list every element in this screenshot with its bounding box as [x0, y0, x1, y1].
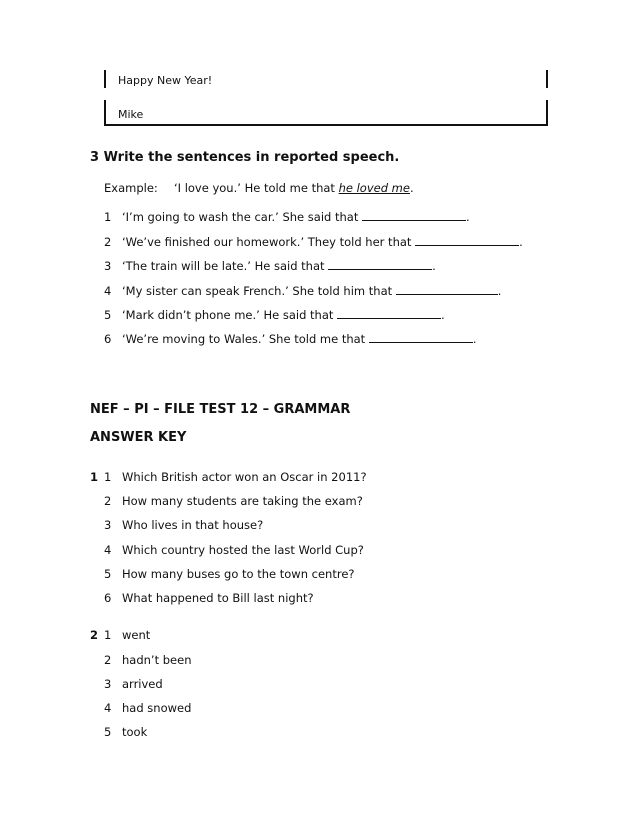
answer-item	[104, 494, 363, 508]
item-text: took	[122, 725, 148, 739]
item-number: 3	[104, 259, 112, 273]
exercise-heading: 3 Write the sentences in reported speech.	[90, 150, 400, 165]
item-text: Which British actor won an Oscar in 2011?	[122, 470, 367, 484]
letter-line: Happy New Year!	[118, 74, 213, 87]
item-text: What happened to Bill last night?	[122, 591, 314, 605]
answer-item	[104, 470, 367, 484]
example-label: Example:	[104, 181, 158, 195]
item-number: 1	[104, 628, 112, 642]
item-text: arrived	[122, 677, 163, 691]
item-number: 4	[104, 543, 112, 557]
example-answer: he loved me	[338, 181, 410, 195]
item-number: 1	[104, 470, 112, 484]
answer-item	[104, 567, 355, 581]
item-number: 2	[104, 494, 112, 508]
letter-box	[104, 70, 548, 126]
item-number: 6	[104, 591, 112, 605]
answer-item	[104, 653, 191, 667]
item-text: Who lives in that house?	[122, 518, 264, 532]
item-number: 5	[104, 308, 112, 322]
item-text: How many buses go to the town centre?	[122, 567, 355, 581]
item-number: 1	[104, 210, 112, 224]
example-quote: ‘I love you.’ He told me that	[174, 181, 339, 195]
section-number: 2	[90, 628, 99, 642]
answer-blank[interactable]	[396, 284, 498, 295]
answer-item	[104, 628, 150, 642]
answer-item	[104, 591, 314, 605]
item-text: ‘The train will be late.’ He said that	[122, 259, 329, 273]
item-text: ‘We’re moving to Wales.’ She told me that	[122, 332, 369, 346]
answer-item	[104, 677, 163, 691]
example-end: .	[409, 181, 414, 195]
item-number: 2	[104, 653, 112, 667]
item-number: 4	[104, 701, 112, 715]
answer-blank[interactable]	[415, 235, 519, 246]
answer-blank[interactable]	[369, 332, 473, 343]
box-border-left	[104, 100, 106, 126]
item-text: ‘My sister can speak French.’ She told him that	[122, 284, 396, 298]
box-border-right	[546, 100, 548, 126]
exercise-item: 1 ‘I’m going to wash the car.’ She said that .	[104, 210, 470, 224]
item-number: 4	[104, 284, 112, 298]
item-text: Which country hosted the last World Cup?	[122, 543, 364, 557]
example-line	[104, 181, 414, 195]
exercise-item: 6 ‘We’re moving to Wales.’ She told me that .	[104, 332, 477, 346]
item-text: ‘Mark didn’t phone me.’ He said that	[122, 308, 338, 322]
answer-key-title: ANSWER KEY	[90, 430, 187, 445]
box-border-bottom	[104, 124, 548, 126]
item-text: How many students are taking the exam?	[122, 494, 363, 508]
item-number: 3	[104, 677, 112, 691]
answer-blank[interactable]	[362, 210, 466, 221]
item-text: ‘We’ve finished our homework.’ They told her that	[122, 235, 416, 249]
item-number: 2	[104, 235, 112, 249]
answer-item	[104, 543, 364, 557]
item-number: 5	[104, 567, 112, 581]
exercise-item: 5 ‘Mark didn’t phone me.’ He said that .	[104, 308, 445, 322]
item-number: 3	[104, 518, 112, 532]
letter-signature: Mike	[118, 108, 144, 121]
item-number: 6	[104, 332, 112, 346]
item-text: hadn’t been	[122, 653, 192, 667]
item-text: had snowed	[122, 701, 192, 715]
exercise-item: 4 ‘My sister can speak French.’ She told him that .	[104, 284, 502, 298]
item-text: went	[122, 628, 151, 642]
item-number: 5	[104, 725, 112, 739]
test-title: NEF – PI – FILE TEST 12 – GRAMMAR	[90, 402, 351, 417]
item-text: ‘I’m going to wash the car.’ She said that	[122, 210, 362, 224]
box-border-left	[104, 70, 106, 88]
section-number: 1	[90, 470, 99, 484]
exercise-item: 2 ‘We’ve finished our homework.’ They told her that .	[104, 235, 523, 249]
answer-blank[interactable]	[328, 259, 432, 270]
answer-item	[104, 518, 263, 532]
answer-item	[104, 701, 191, 715]
exercise-item: 3 ‘The train will be late.’ He said that .	[104, 259, 436, 273]
box-border-right	[546, 70, 548, 88]
answer-blank[interactable]	[337, 308, 441, 319]
answer-item	[104, 725, 147, 739]
